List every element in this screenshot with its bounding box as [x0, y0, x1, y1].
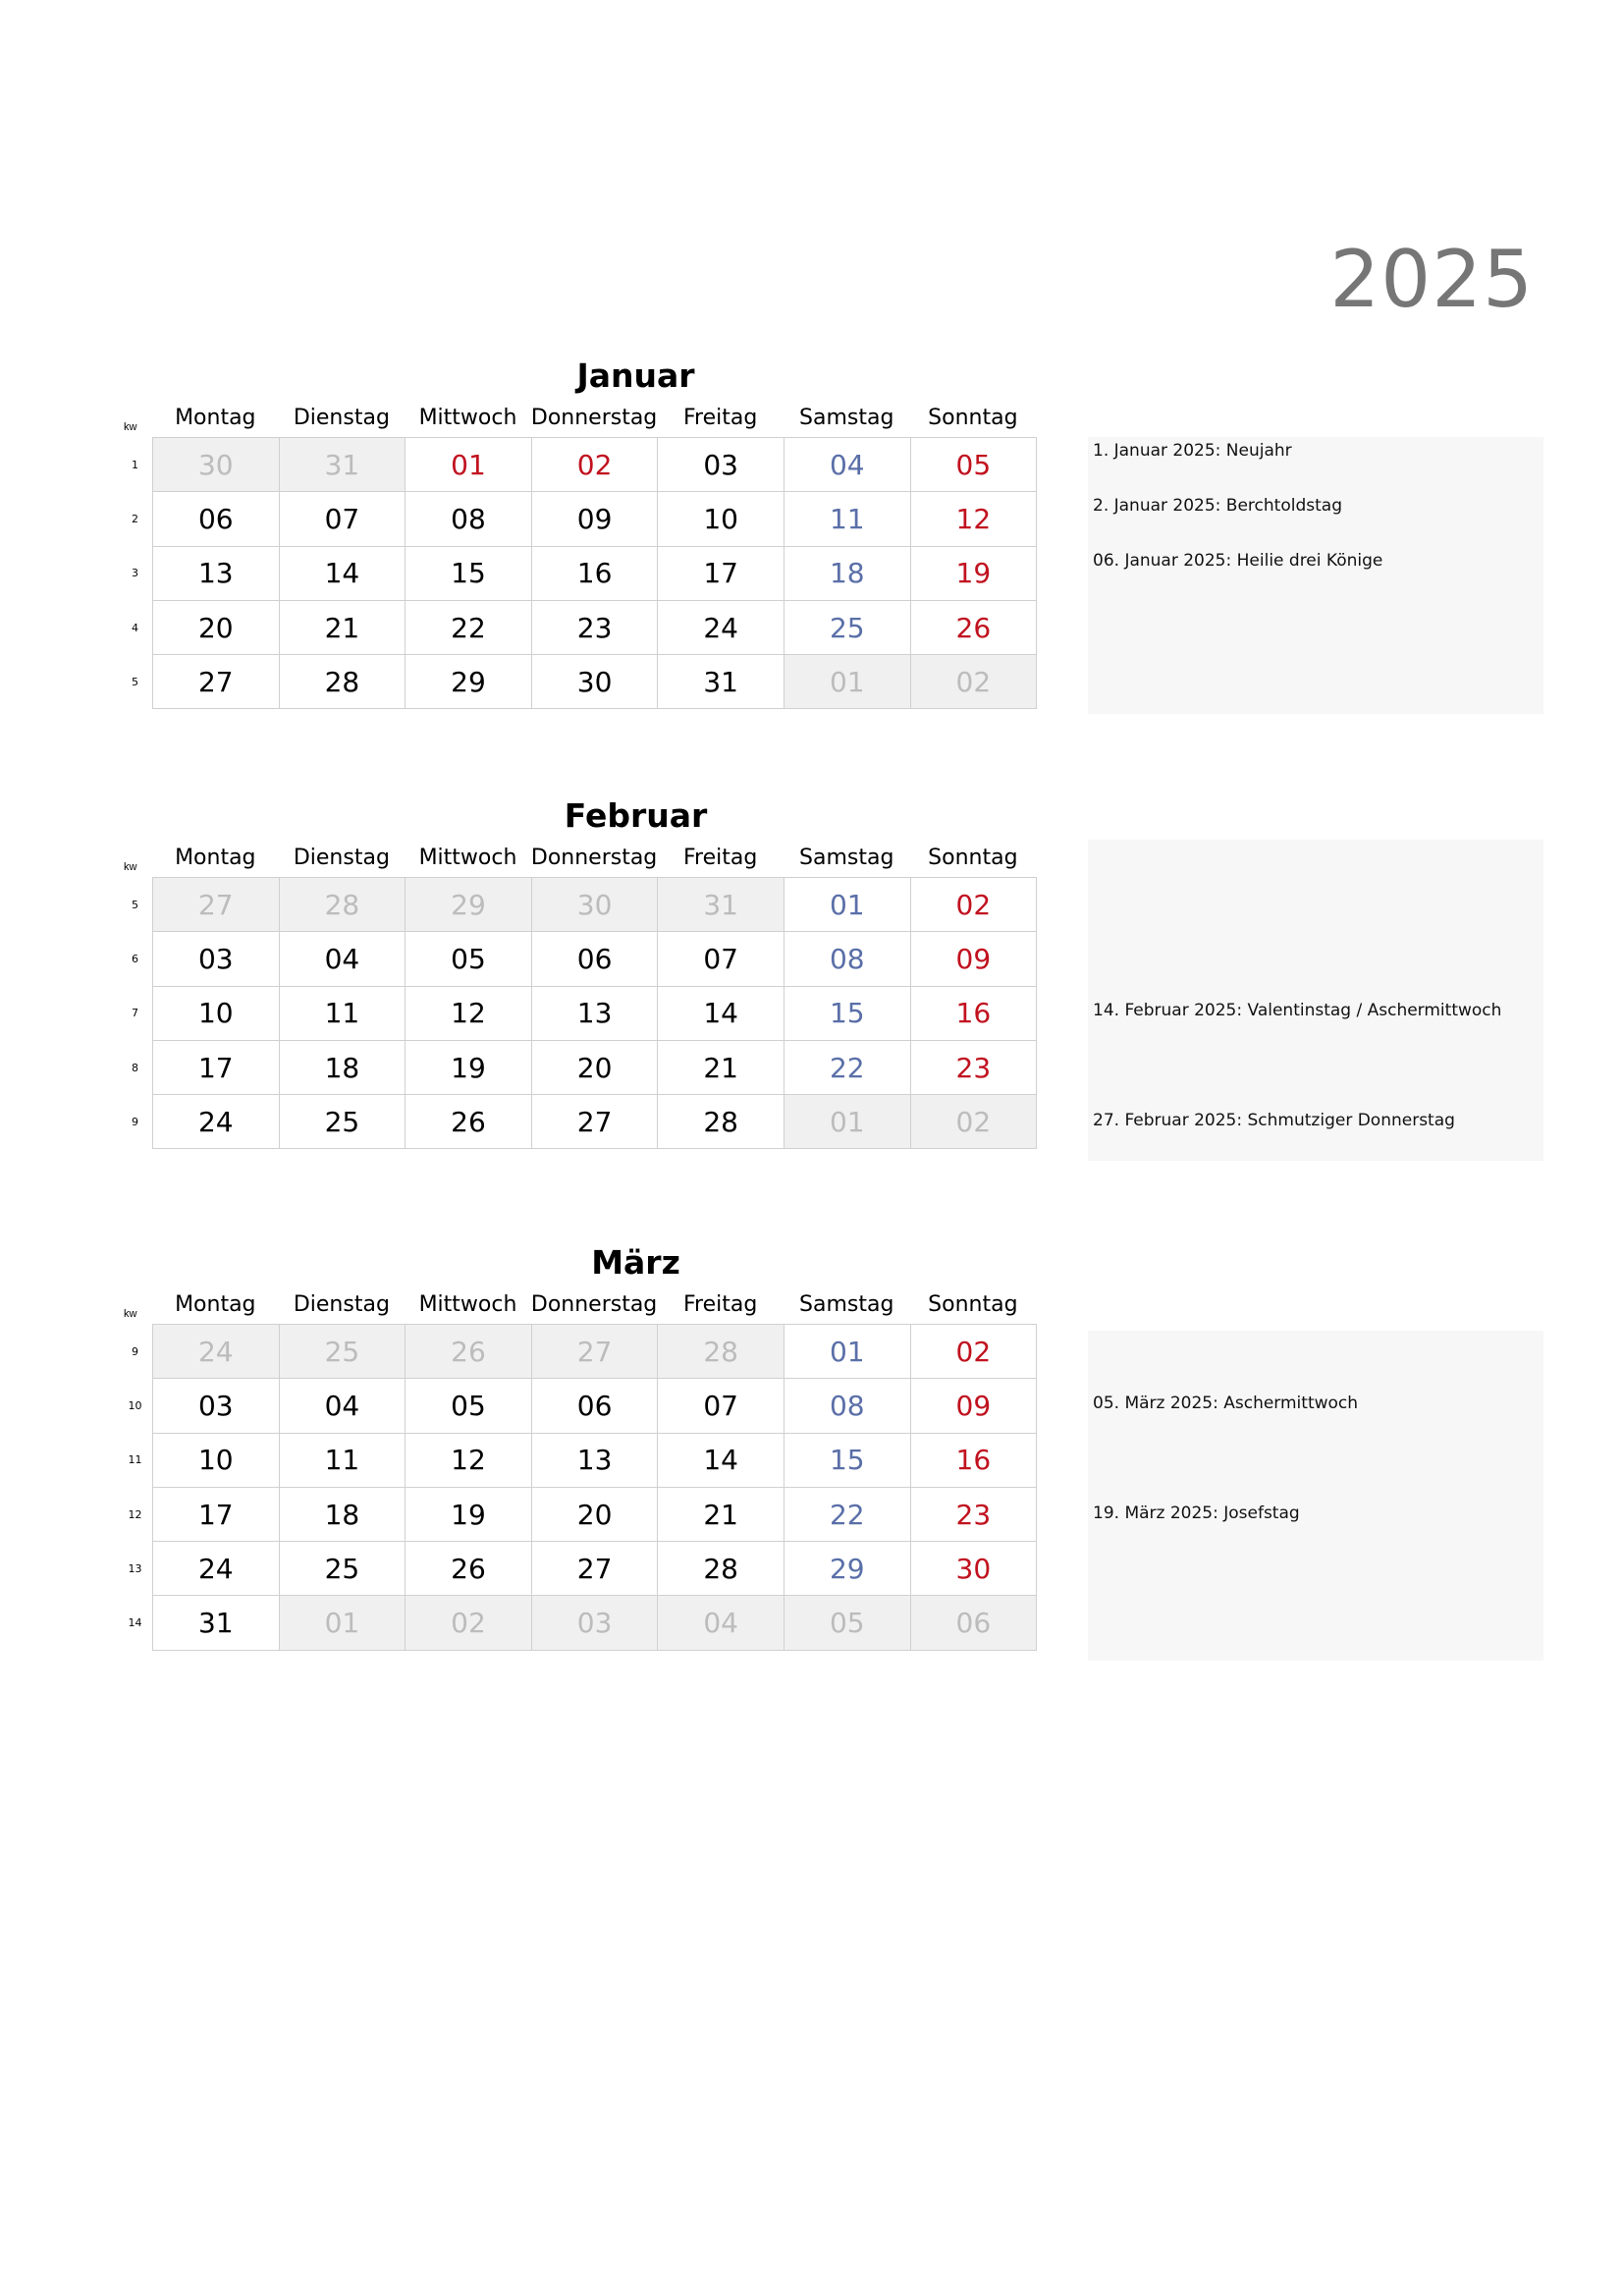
kw-label: kw [124, 1308, 137, 1320]
weekday-header: Mittwoch [418, 1292, 517, 1317]
day-cell: 01 [784, 878, 910, 932]
day-cell: 24 [153, 1542, 280, 1596]
day-cell: 14 [658, 1433, 784, 1487]
day-cell-outside: 31 [658, 878, 784, 932]
day-cell: 22 [406, 600, 532, 654]
day-cell: 06 [531, 1379, 658, 1433]
day-cell: 17 [658, 546, 784, 600]
day-cell: 03 [153, 932, 280, 986]
day-cell: 16 [531, 546, 658, 600]
weekday-header: Donnerstag [530, 846, 658, 870]
day-cell: 13 [531, 1433, 658, 1487]
day-cell: 08 [406, 492, 532, 546]
day-cell: 27 [153, 655, 280, 709]
week-number: 3 [132, 567, 138, 580]
week-row [118, 655, 1037, 709]
weekday-header: Dienstag [293, 406, 390, 430]
day-cell-outside: 30 [153, 438, 280, 492]
day-cell: 17 [153, 1487, 280, 1541]
day-cell: 31 [658, 655, 784, 709]
day-cell-outside: 27 [531, 1325, 658, 1379]
weekday-header: Sonntag [928, 1292, 1018, 1317]
day-cell: 09 [910, 932, 1037, 986]
kw-label: kw [124, 861, 137, 873]
week-row [118, 878, 1037, 932]
day-cell: 09 [531, 492, 658, 546]
week-number: 6 [132, 952, 138, 965]
month-grid [118, 437, 1037, 709]
day-cell: 18 [279, 1487, 406, 1541]
day-cell-outside: 27 [153, 878, 280, 932]
holiday-notes-panel [1088, 1331, 1543, 1661]
holiday-notes-panel [1088, 840, 1543, 1161]
day-cell: 01 [784, 1325, 910, 1379]
month-grid [118, 1324, 1037, 1651]
week-number: 5 [132, 675, 138, 688]
week-row [118, 932, 1037, 986]
day-cell: 30 [531, 655, 658, 709]
day-cell: 10 [658, 492, 784, 546]
day-cell: 19 [910, 546, 1037, 600]
day-cell: 21 [658, 1487, 784, 1541]
day-cell: 05 [910, 438, 1037, 492]
day-cell: 21 [658, 1040, 784, 1094]
week-row [118, 986, 1037, 1040]
weekday-header: Dienstag [293, 1292, 390, 1317]
day-cell: 28 [279, 655, 406, 709]
weekday-header: Donnerstag [530, 1292, 658, 1317]
day-cell: 20 [531, 1040, 658, 1094]
week-row [118, 1095, 1037, 1149]
year-heading: 2025 [1329, 234, 1534, 325]
day-cell: 29 [784, 1542, 910, 1596]
day-cell: 15 [784, 986, 910, 1040]
day-cell: 20 [153, 600, 280, 654]
day-cell: 11 [279, 986, 406, 1040]
day-cell-outside: 01 [784, 1095, 910, 1149]
day-cell: 14 [279, 546, 406, 600]
week-row [118, 1040, 1037, 1094]
day-cell: 07 [279, 492, 406, 546]
day-cell: 26 [910, 600, 1037, 654]
day-cell: 02 [531, 438, 658, 492]
day-cell: 16 [910, 1433, 1037, 1487]
day-cell: 02 [910, 878, 1037, 932]
day-cell: 07 [658, 1379, 784, 1433]
day-cell: 08 [784, 932, 910, 986]
week-number: 14 [128, 1616, 142, 1630]
week-row [118, 600, 1037, 654]
day-cell: 22 [784, 1040, 910, 1094]
day-cell: 12 [910, 492, 1037, 546]
day-cell: 23 [910, 1040, 1037, 1094]
day-cell: 06 [531, 932, 658, 986]
week-row [118, 1487, 1037, 1541]
week-row [118, 1542, 1037, 1596]
holiday-note: 2. Januar 2025: Berchtoldstag [1093, 496, 1342, 516]
day-cell-outside: 04 [658, 1596, 784, 1650]
weekday-header: Sonntag [928, 406, 1018, 430]
week-number: 1 [132, 458, 138, 471]
day-cell: 25 [279, 1095, 406, 1149]
day-cell-outside: 02 [910, 1095, 1037, 1149]
holiday-note: 06. Januar 2025: Heilie drei Könige [1093, 551, 1383, 571]
day-cell-outside: 05 [784, 1596, 910, 1650]
week-number: 11 [128, 1453, 142, 1467]
day-cell: 24 [658, 600, 784, 654]
weekday-header-row [152, 1292, 1036, 1317]
day-cell: 19 [406, 1040, 532, 1094]
day-cell: 22 [784, 1487, 910, 1541]
day-cell: 25 [279, 1542, 406, 1596]
day-cell: 28 [658, 1542, 784, 1596]
weekday-header: Samstag [799, 846, 894, 870]
day-cell: 11 [784, 492, 910, 546]
weekday-header: Samstag [799, 406, 894, 430]
day-cell: 26 [406, 1542, 532, 1596]
day-cell-outside: 28 [279, 878, 406, 932]
day-cell: 04 [784, 438, 910, 492]
day-cell-outside: 06 [910, 1596, 1037, 1650]
day-cell: 27 [531, 1095, 658, 1149]
day-cell: 17 [153, 1040, 280, 1094]
day-cell-outside: 03 [531, 1596, 658, 1650]
weekday-header: Montag [175, 406, 256, 430]
week-number: 8 [132, 1061, 138, 1074]
weekday-header: Samstag [799, 1292, 894, 1317]
day-cell: 23 [531, 600, 658, 654]
day-cell: 31 [153, 1596, 280, 1650]
weekday-header: Montag [175, 1292, 256, 1317]
week-number: 9 [132, 1344, 138, 1358]
day-cell: 21 [279, 600, 406, 654]
day-cell: 14 [658, 986, 784, 1040]
day-cell-outside: 31 [279, 438, 406, 492]
weekday-header: Freitag [683, 406, 758, 430]
holiday-note: 27. Februar 2025: Schmutziger Donnerstag [1093, 1111, 1455, 1130]
month-title: Januar [576, 356, 695, 395]
weekday-header: Sonntag [928, 846, 1018, 870]
day-cell: 20 [531, 1487, 658, 1541]
day-cell: 24 [153, 1095, 280, 1149]
week-number: 9 [132, 1115, 138, 1128]
weekday-header: Mittwoch [418, 406, 517, 430]
day-cell: 06 [153, 492, 280, 546]
month-title: Februar [564, 796, 708, 835]
day-cell-outside: 01 [784, 655, 910, 709]
day-cell: 05 [406, 932, 532, 986]
day-cell-outside: 28 [658, 1325, 784, 1379]
day-cell: 03 [658, 438, 784, 492]
weekday-header: Freitag [683, 1292, 758, 1317]
holiday-note: 1. Januar 2025: Neujahr [1093, 441, 1292, 461]
day-cell: 07 [658, 932, 784, 986]
day-cell: 26 [406, 1095, 532, 1149]
day-cell: 04 [279, 932, 406, 986]
day-cell: 10 [153, 1433, 280, 1487]
week-number: 12 [128, 1507, 142, 1521]
day-cell: 13 [153, 546, 280, 600]
day-cell-outside: 30 [531, 878, 658, 932]
day-cell: 04 [279, 1379, 406, 1433]
week-row [118, 438, 1037, 492]
holiday-note: 19. März 2025: Josefstag [1093, 1503, 1300, 1523]
weekday-header-row [152, 406, 1036, 430]
day-cell: 27 [531, 1542, 658, 1596]
holiday-note: 14. Februar 2025: Valentinstag / Aschermittwoch [1093, 1001, 1502, 1020]
day-cell: 15 [406, 546, 532, 600]
day-cell: 10 [153, 986, 280, 1040]
day-cell: 03 [153, 1379, 280, 1433]
day-cell: 28 [658, 1095, 784, 1149]
day-cell: 18 [784, 546, 910, 600]
week-row [118, 492, 1037, 546]
month-title: März [591, 1243, 680, 1282]
week-number: 10 [128, 1398, 142, 1412]
week-number: 4 [132, 621, 138, 634]
week-number: 7 [132, 1007, 138, 1020]
holiday-notes-panel [1088, 437, 1543, 714]
holiday-note: 05. März 2025: Aschermittwoch [1093, 1394, 1359, 1413]
day-cell: 30 [910, 1542, 1037, 1596]
week-number: 2 [132, 512, 138, 525]
day-cell: 29 [406, 655, 532, 709]
day-cell: 18 [279, 1040, 406, 1094]
day-cell: 08 [784, 1379, 910, 1433]
week-row [118, 1379, 1037, 1433]
day-cell: 09 [910, 1379, 1037, 1433]
day-cell: 05 [406, 1379, 532, 1433]
week-row [118, 546, 1037, 600]
weekday-header-row [152, 846, 1036, 870]
day-cell: 25 [784, 600, 910, 654]
day-cell: 11 [279, 1433, 406, 1487]
day-cell: 02 [910, 1325, 1037, 1379]
week-number: 13 [128, 1561, 142, 1575]
weekday-header: Montag [175, 846, 256, 870]
weekday-header: Mittwoch [418, 846, 517, 870]
month-grid [118, 877, 1037, 1149]
day-cell-outside: 24 [153, 1325, 280, 1379]
week-row [118, 1325, 1037, 1379]
kw-label: kw [124, 421, 137, 433]
day-cell-outside: 02 [910, 655, 1037, 709]
day-cell: 13 [531, 986, 658, 1040]
day-cell-outside: 01 [279, 1596, 406, 1650]
weekday-header: Freitag [683, 846, 758, 870]
day-cell: 15 [784, 1433, 910, 1487]
week-row [118, 1433, 1037, 1487]
day-cell-outside: 02 [406, 1596, 532, 1650]
day-cell-outside: 25 [279, 1325, 406, 1379]
day-cell-outside: 29 [406, 878, 532, 932]
week-row [118, 1596, 1037, 1650]
day-cell: 12 [406, 1433, 532, 1487]
day-cell: 01 [406, 438, 532, 492]
day-cell: 19 [406, 1487, 532, 1541]
day-cell: 12 [406, 986, 532, 1040]
week-number: 5 [132, 898, 138, 911]
weekday-header: Donnerstag [530, 406, 658, 430]
day-cell-outside: 26 [406, 1325, 532, 1379]
day-cell: 23 [910, 1487, 1037, 1541]
day-cell: 16 [910, 986, 1037, 1040]
weekday-header: Dienstag [293, 846, 390, 870]
